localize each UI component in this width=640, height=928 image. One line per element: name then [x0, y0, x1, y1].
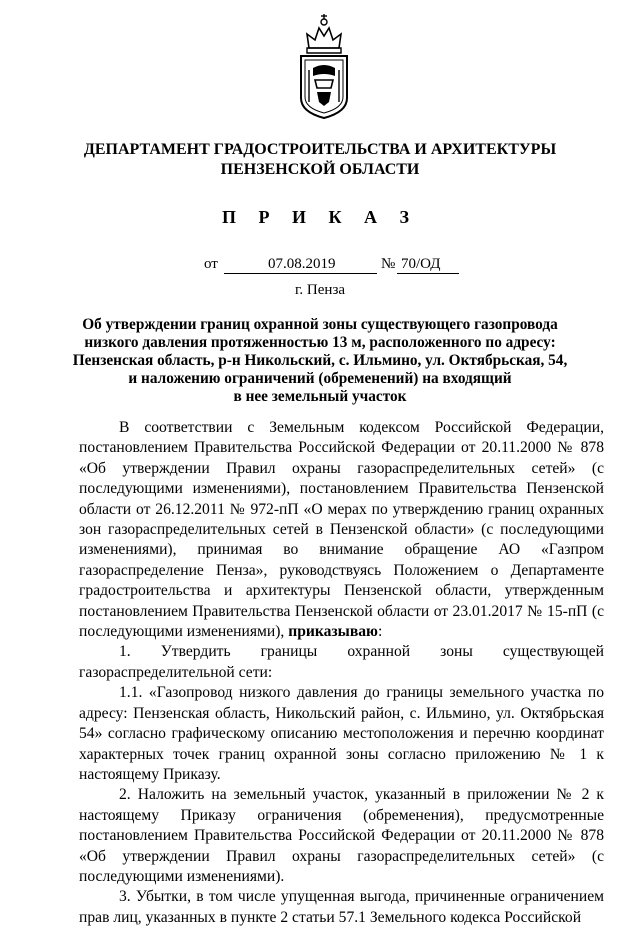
- number-underline: [397, 273, 459, 274]
- date-prefix: от: [204, 256, 218, 272]
- order-number: 70/ОД: [401, 256, 441, 272]
- subject-line: в нее земельный участок: [233, 388, 407, 405]
- subject-line: и наложению ограничений (обременений) на входящий: [128, 370, 512, 387]
- number-prefix: №: [381, 256, 396, 272]
- preamble-end: :: [377, 623, 383, 641]
- order-item: 3. Убытки, в том числе упущенная выгода, причиненные ограничением прав лиц, указанных в пункте 2 статьи 57.1 Земельного кодекса Российской: [79, 888, 604, 926]
- coat-of-arms-emblem: [293, 10, 355, 120]
- order-item: 1.1. «Газопровод низкого давления до границы земельного участка по адресу: Пензенская область, Никольский район, с. Ильмино, ул. Октябрьская 54» согласно графическому описанию местоположения и перечню координат характерных точек границ охранной зоны согласно приложению № 1 к настоящему Приказу.: [79, 684, 604, 783]
- city-name: г. Пенза: [294, 282, 346, 298]
- preamble-paragraph: [79, 418, 604, 642]
- date-number-line: [0, 256, 640, 276]
- subject-line: низкого давления протяженностью 13 м, расположенного по адресу:: [84, 334, 556, 351]
- document-type-title: П Р И К А З: [221, 207, 419, 227]
- preamble-text: В соответствии с Земельным кодексом Российской Федерации, постановлением Правительства Российской Федерации от 20.11.2000 № 878 «Об утверждении Правил охраны газораспределительных сетей» (с последующими изменениями), постановлением Правительства Пензенской области от 26.12.2011 № 972-пП «О мерах по утверждению границ охранных зон газораспределительных сетей в Пензенской области» (с последующими изменениями), принимая во внимание обращение АО «Газпром газораспределение Пенза», руководствуясь Положением о Департаменте градостроительства и архитектуры Пензенской области, утвержденным постановлением Правительства Пензенской области от 23.01.2017 № 15-пП (с последующими изменениями),: [79, 419, 604, 641]
- department-name-line2: ПЕНЗЕНСКОЙ ОБЛАСТИ: [220, 161, 420, 178]
- department-name-line1: ДЕПАРТАМЕНТ ГРАДОСТРОИТЕЛЬСТВА И АРХИТЕКТУРЫ: [83, 141, 557, 158]
- order-item: 2. Наложить на земельный участок, указанный в приложении № 2 к настоящему Приказу ограничения (обременения), предусмотренные постановлением Правительства Российской Федерации от 20.11.2000 № 878 «Об утверждении Правил охраны газораспределительных сетей» (с последующими изменениями).: [79, 786, 604, 885]
- subject-line: Об утверждении границ охранной зоны существующего газопровода: [82, 316, 558, 333]
- preamble-bold-word: приказываю: [288, 623, 378, 641]
- order-subject: [60, 316, 580, 406]
- order-item: 1. Утвердить границы охранной зоны существующей газораспределительной сети:: [79, 643, 604, 681]
- order-date: 07.08.2019: [268, 256, 336, 272]
- subject-line: Пензенская область, р-н Никольский, с. Ильмино, ул. Октябрьская, 54,: [72, 352, 568, 369]
- date-underline: [224, 273, 377, 274]
- order-body: [79, 418, 604, 928]
